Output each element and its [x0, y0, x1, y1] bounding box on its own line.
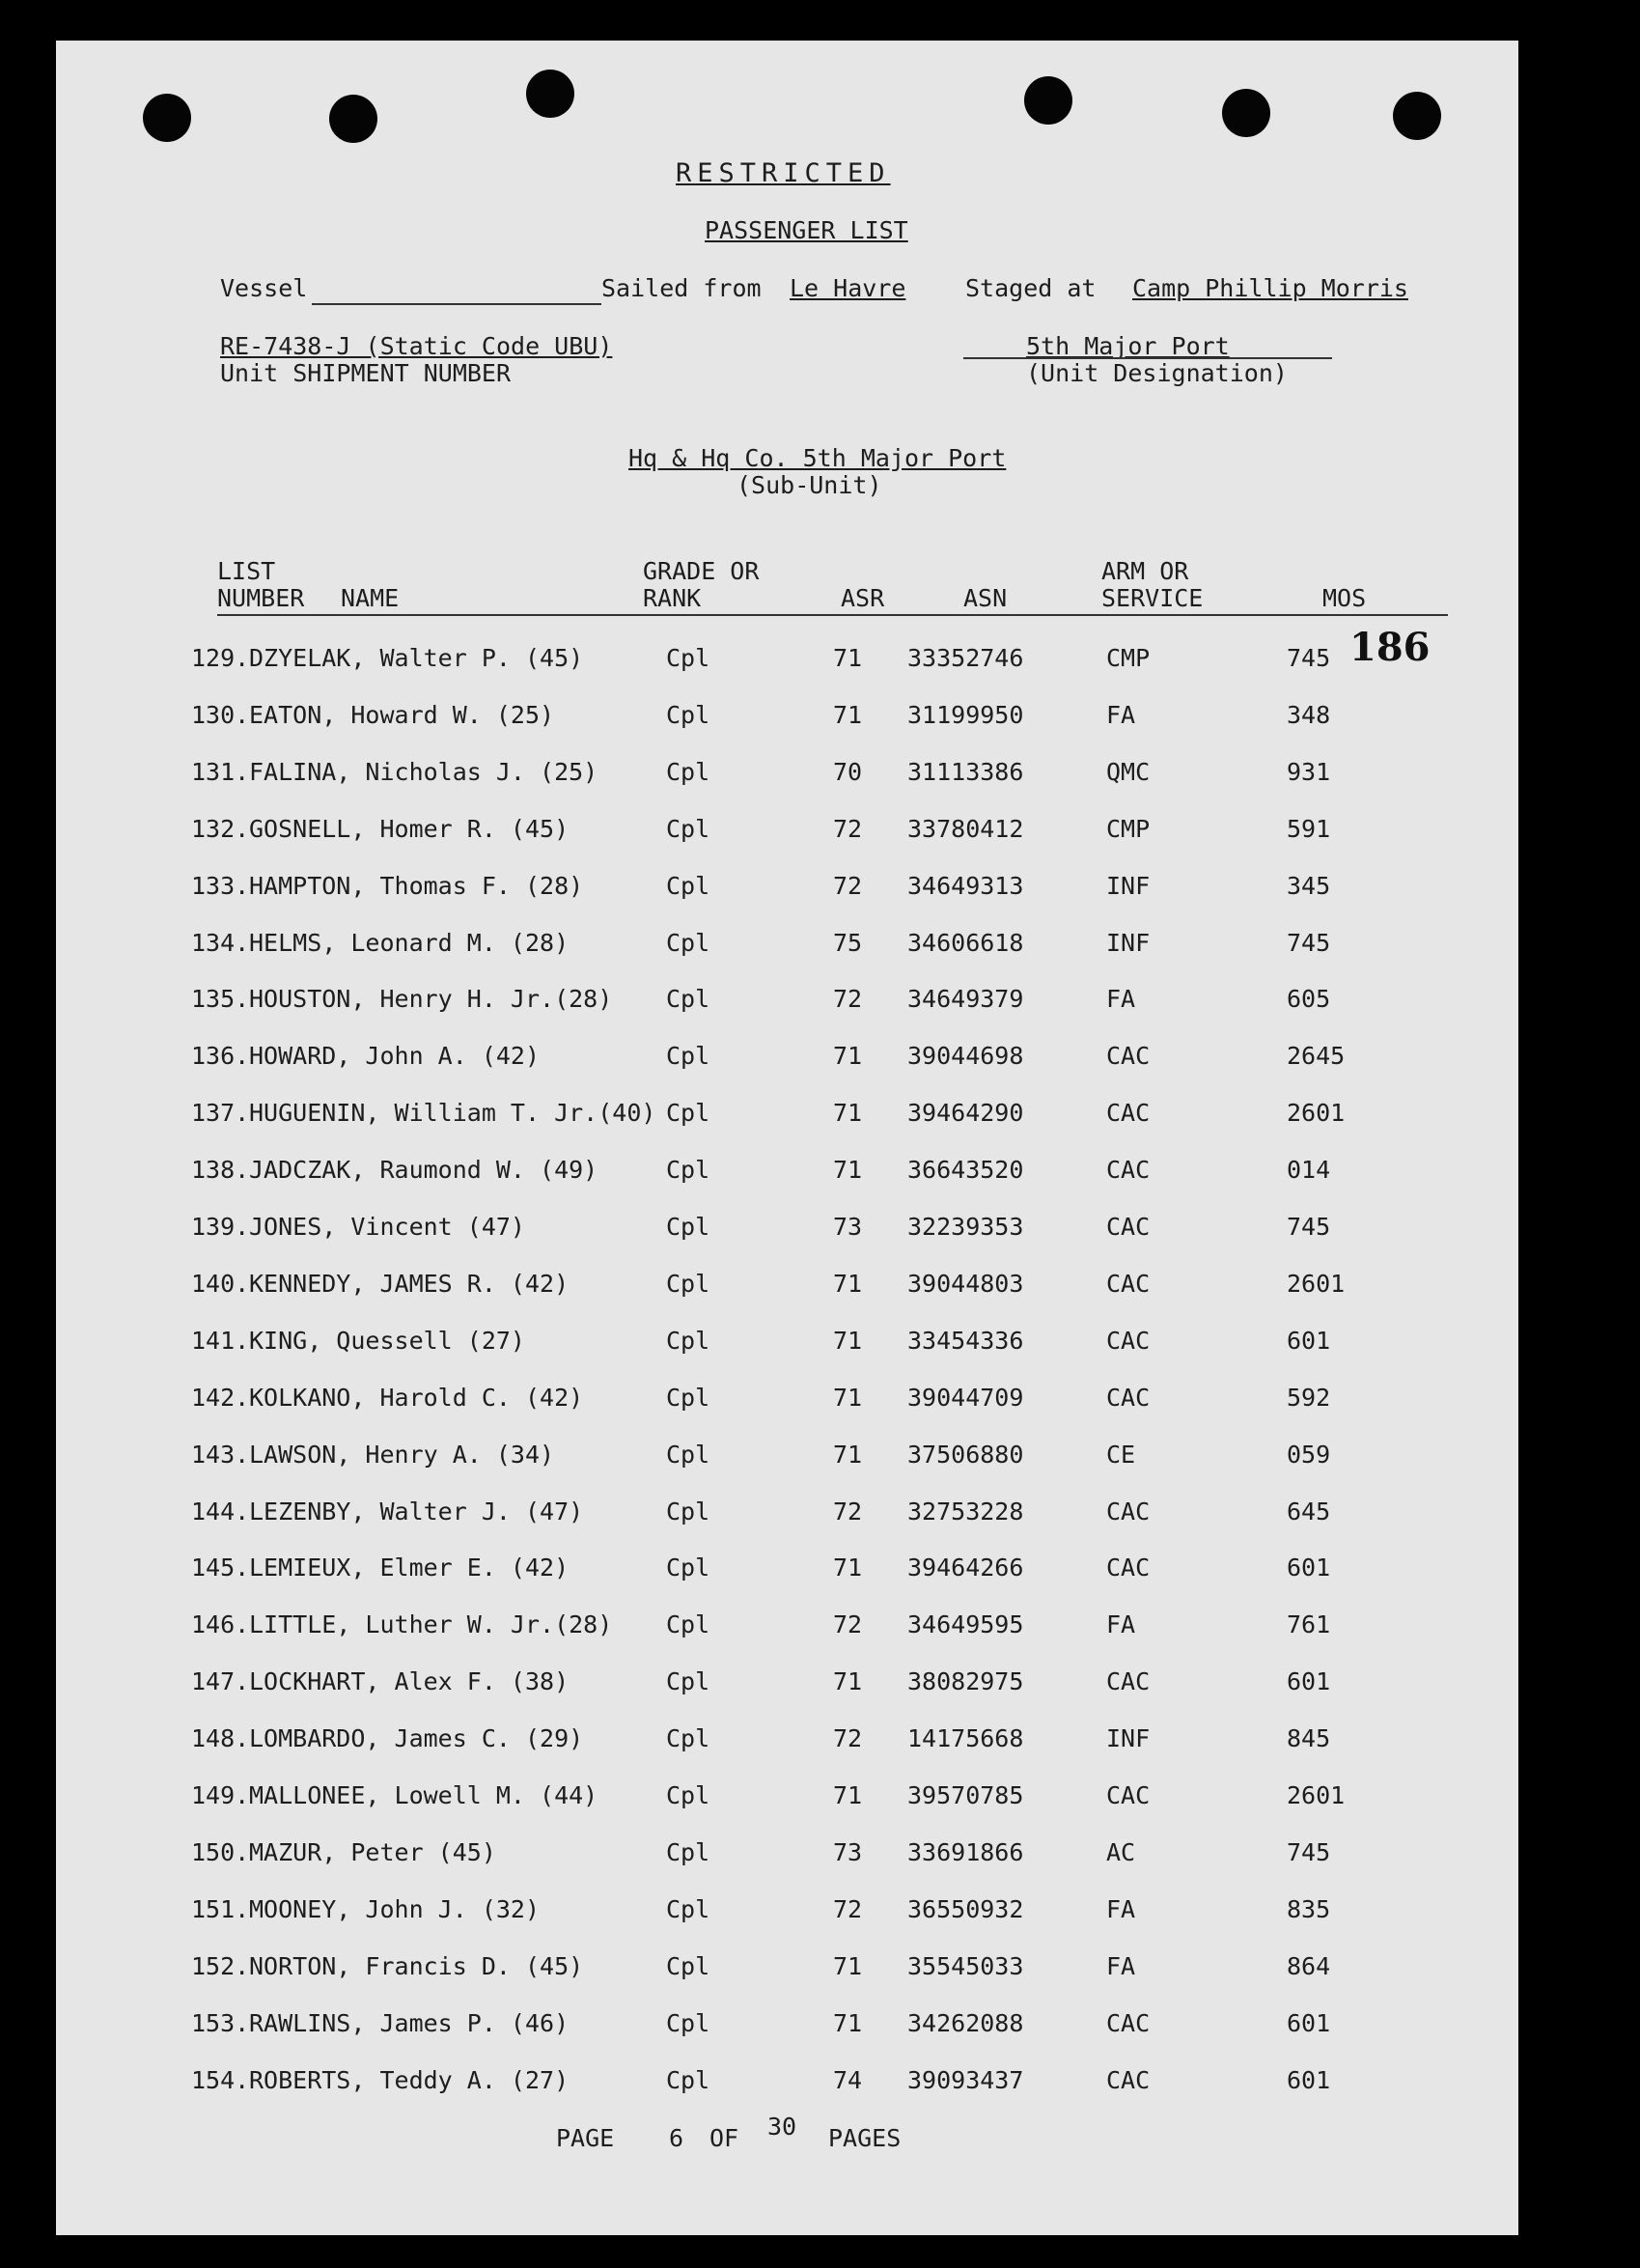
passenger-name: KING, Quessell (27): [249, 1326, 525, 1355]
asr: 72: [833, 985, 863, 1014]
punch-hole: [1393, 92, 1441, 140]
grade: Cpl: [666, 1156, 710, 1185]
asr: 71: [833, 700, 863, 729]
row-number: 145.: [191, 1554, 250, 1582]
asn: 39464290: [907, 1099, 1024, 1128]
unit-designation-label: (Unit Designation): [1026, 359, 1288, 387]
mos: 845: [1287, 1724, 1331, 1753]
asr: 71: [833, 1156, 863, 1185]
shipment-number-value: RE-7438-J (Static Code UBU): [220, 332, 613, 360]
table-row: [56, 872, 1518, 910]
vessel-label: Vessel: [220, 274, 308, 302]
mos: 601: [1287, 2065, 1331, 2094]
grade: Cpl: [666, 928, 710, 957]
arm-service: CAC: [1106, 1554, 1151, 1582]
table-row: [56, 701, 1518, 740]
asn: 39044698: [907, 1042, 1024, 1071]
arm-service: FA: [1106, 1894, 1136, 1923]
table-row: [56, 1610, 1518, 1649]
passenger-name: LEMIEUX, Elmer E. (42): [249, 1554, 570, 1582]
passenger-name: KOLKANO, Harold C. (42): [249, 1383, 584, 1412]
passenger-name: HUGUENIN, William T. Jr.(40): [249, 1099, 656, 1128]
passenger-name: MALLONEE, Lowell M. (44): [249, 1781, 598, 1809]
arm-service: CAC: [1106, 1383, 1151, 1412]
grade: Cpl: [666, 1667, 710, 1696]
asn: 36550932: [907, 1894, 1024, 1923]
staged-value: Camp Phillip Morris: [1132, 274, 1408, 302]
row-number: 152.: [191, 1951, 250, 1980]
asr: 71: [833, 1042, 863, 1071]
table-row: [56, 1213, 1518, 1251]
asr: 72: [833, 814, 863, 843]
passenger-name: HOUSTON, Henry H. Jr.(28): [249, 985, 613, 1014]
column-header-number: NUMBER: [217, 584, 305, 612]
passenger-name: FALINA, Nicholas J. (25): [249, 757, 598, 786]
grade: Cpl: [666, 1042, 710, 1071]
punch-hole: [526, 70, 574, 118]
asn: 33691866: [907, 1837, 1024, 1866]
mos: 014: [1287, 1156, 1331, 1185]
punch-hole: [329, 95, 377, 143]
arm-service: INF: [1106, 928, 1151, 957]
asn: 33780412: [907, 814, 1024, 843]
row-number: 149.: [191, 1781, 250, 1809]
asn: 34262088: [907, 2008, 1024, 2037]
asr: 72: [833, 1894, 863, 1923]
grade: Cpl: [666, 1951, 710, 1980]
row-number: 135.: [191, 985, 250, 1014]
column-header-list: LIST: [217, 557, 276, 585]
mos: 059: [1287, 1440, 1331, 1469]
mos: 591: [1287, 814, 1331, 843]
arm-service: FA: [1106, 700, 1136, 729]
grade: Cpl: [666, 1610, 710, 1639]
passenger-name: KENNEDY, JAMES R. (42): [249, 1269, 570, 1298]
grade: Cpl: [666, 1497, 710, 1526]
asn: 31113386: [907, 757, 1024, 786]
punch-hole: [143, 94, 191, 142]
table-row: [56, 644, 1518, 683]
arm-service: FA: [1106, 985, 1136, 1014]
asn: 34649379: [907, 985, 1024, 1014]
asr: 72: [833, 1497, 863, 1526]
arm-service: CAC: [1106, 1099, 1151, 1128]
row-number: 131.: [191, 757, 250, 786]
grade: Cpl: [666, 1213, 710, 1241]
mos: 745: [1287, 928, 1331, 957]
sub-unit-label: (Sub-Unit): [737, 471, 882, 499]
asn: 39093437: [907, 2065, 1024, 2094]
sub-unit-value: Hq & Hq Co. 5th Major Port: [628, 444, 1007, 472]
grade: Cpl: [666, 700, 710, 729]
arm-service: CAC: [1106, 1781, 1151, 1809]
row-number: 129.: [191, 644, 250, 672]
row-number: 132.: [191, 814, 250, 843]
asn: 34606618: [907, 928, 1024, 957]
asn: 32239353: [907, 1213, 1024, 1241]
table-row: [56, 1554, 1518, 1592]
row-number: 154.: [191, 2065, 250, 2094]
grade: Cpl: [666, 1269, 710, 1298]
staged-label: Staged at: [965, 274, 1097, 302]
grade: Cpl: [666, 1894, 710, 1923]
asn: 36643520: [907, 1156, 1024, 1185]
row-number: 143.: [191, 1440, 250, 1469]
arm-service: AC: [1106, 1837, 1136, 1866]
passenger-name: HELMS, Leonard M. (28): [249, 928, 570, 957]
arm-service: CE: [1106, 1440, 1136, 1469]
table-row: [56, 758, 1518, 797]
grade: Cpl: [666, 1837, 710, 1866]
asr: 71: [833, 1951, 863, 1980]
asr: 73: [833, 1213, 863, 1241]
arm-service: INF: [1106, 1724, 1151, 1753]
row-number: 137.: [191, 1099, 250, 1128]
footer-of-label: OF: [709, 2124, 739, 2152]
table-row: [56, 1156, 1518, 1194]
classification-heading: RESTRICTED: [676, 158, 891, 188]
grade: Cpl: [666, 1554, 710, 1582]
column-header-service: SERVICE: [1101, 584, 1204, 612]
passenger-name: LEZENBY, Walter J. (47): [249, 1497, 584, 1526]
footer-total-pages: 30: [767, 2113, 797, 2141]
grade: Cpl: [666, 644, 710, 672]
mos: 592: [1287, 1383, 1331, 1412]
asr: 75: [833, 928, 863, 957]
row-number: 151.: [191, 1894, 250, 1923]
table-row: [56, 1498, 1518, 1536]
arm-service: INF: [1106, 871, 1151, 900]
row-number: 141.: [191, 1326, 250, 1355]
grade: Cpl: [666, 1383, 710, 1412]
asn: 34649313: [907, 871, 1024, 900]
passenger-name: HOWARD, John A. (42): [249, 1042, 541, 1071]
arm-service: CAC: [1106, 1497, 1151, 1526]
asr: 71: [833, 1383, 863, 1412]
asn: 39570785: [907, 1781, 1024, 1809]
passenger-name: JADCZAK, Raumond W. (49): [249, 1156, 598, 1185]
row-number: 144.: [191, 1497, 250, 1526]
asr: 73: [833, 1837, 863, 1866]
grade: Cpl: [666, 1724, 710, 1753]
passenger-name: GOSNELL, Homer R. (45): [249, 814, 570, 843]
asr: 71: [833, 1269, 863, 1298]
asn: 35545033: [907, 1951, 1024, 1980]
sailed-label: Sailed from: [601, 274, 762, 302]
table-row: [56, 1327, 1518, 1365]
grade: Cpl: [666, 1326, 710, 1355]
passenger-name: LOMBARDO, James C. (29): [249, 1724, 584, 1753]
row-number: 133.: [191, 871, 250, 900]
document-sheet: [56, 41, 1518, 2235]
arm-service: CAC: [1106, 1156, 1151, 1185]
column-header-asn: ASN: [963, 584, 1008, 612]
grade: Cpl: [666, 2008, 710, 2037]
asn: 34649595: [907, 1610, 1024, 1639]
asn: 14175668: [907, 1724, 1024, 1753]
passenger-name: ROBERTS, Teddy A. (27): [249, 2065, 570, 2094]
table-row: [56, 1781, 1518, 1820]
asr: 71: [833, 1554, 863, 1582]
arm-service: CAC: [1106, 1269, 1151, 1298]
passenger-name: JONES, Vincent (47): [249, 1213, 525, 1241]
row-number: 147.: [191, 1667, 250, 1696]
passenger-name: MOONEY, John J. (32): [249, 1894, 541, 1923]
table-row: [56, 1099, 1518, 1137]
vessel-underline: [312, 303, 601, 305]
arm-service: CMP: [1106, 644, 1151, 672]
row-number: 134.: [191, 928, 250, 957]
arm-service: CAC: [1106, 2008, 1151, 2037]
mos: 348: [1287, 700, 1331, 729]
column-header-rank: RANK: [643, 584, 702, 612]
row-number: 153.: [191, 2008, 250, 2037]
mos: 601: [1287, 2008, 1331, 2037]
arm-service: CAC: [1106, 1326, 1151, 1355]
grade: Cpl: [666, 2065, 710, 2094]
grade: Cpl: [666, 814, 710, 843]
sailed-value: Le Havre: [790, 274, 906, 302]
table-row: [56, 2009, 1518, 2048]
mos: 2645: [1287, 1042, 1346, 1071]
passenger-name: EATON, Howard W. (25): [249, 700, 555, 729]
passenger-name: RAWLINS, James P. (46): [249, 2008, 570, 2037]
asr: 72: [833, 1610, 863, 1639]
document-title: PASSENGER LIST: [705, 216, 908, 244]
column-header-name: NAME: [341, 584, 400, 612]
asr: 71: [833, 1326, 863, 1355]
grade: Cpl: [666, 871, 710, 900]
passenger-name: HAMPTON, Thomas F. (28): [249, 871, 584, 900]
row-number: 146.: [191, 1610, 250, 1639]
column-header-rule: [217, 614, 1448, 616]
asn: 39464266: [907, 1554, 1024, 1582]
page-stamp: 186: [1349, 625, 1431, 670]
table-row: [56, 1895, 1518, 1934]
footer-page-label: PAGE: [556, 2124, 615, 2152]
asr: 71: [833, 1099, 863, 1128]
table-row: [56, 1838, 1518, 1877]
passenger-name: LAWSON, Henry A. (34): [249, 1440, 555, 1469]
table-row: [56, 1384, 1518, 1422]
asn: 32753228: [907, 1497, 1024, 1526]
mos: 761: [1287, 1610, 1331, 1639]
arm-service: CMP: [1106, 814, 1151, 843]
row-number: 150.: [191, 1837, 250, 1866]
row-number: 140.: [191, 1269, 250, 1298]
asr: 72: [833, 1724, 863, 1753]
row-number: 148.: [191, 1724, 250, 1753]
mos: 931: [1287, 757, 1331, 786]
mos: 745: [1287, 1837, 1331, 1866]
row-number: 142.: [191, 1383, 250, 1412]
asr: 70: [833, 757, 863, 786]
punch-hole: [1222, 89, 1270, 137]
mos: 601: [1287, 1326, 1331, 1355]
mos: 645: [1287, 1497, 1331, 1526]
arm-service: QMC: [1106, 757, 1151, 786]
column-header-grade: GRADE OR: [643, 557, 760, 585]
asr: 71: [833, 1440, 863, 1469]
arm-service: CAC: [1106, 1042, 1151, 1071]
mos: 835: [1287, 1894, 1331, 1923]
asn: 39044803: [907, 1269, 1024, 1298]
mos: 2601: [1287, 1269, 1346, 1298]
table-row: [56, 2066, 1518, 2105]
passenger-name: DZYELAK, Walter P. (45): [249, 644, 584, 672]
row-number: 139.: [191, 1213, 250, 1241]
asn: 33454336: [907, 1326, 1024, 1355]
asr: 74: [833, 2065, 863, 2094]
mos: 601: [1287, 1667, 1331, 1696]
table-row: [56, 815, 1518, 854]
mos: 745: [1287, 1213, 1331, 1241]
row-number: 136.: [191, 1042, 250, 1071]
mos: 345: [1287, 871, 1331, 900]
punch-hole: [1024, 76, 1072, 125]
mos: 601: [1287, 1554, 1331, 1582]
asn: 39044709: [907, 1383, 1024, 1412]
asr: 72: [833, 871, 863, 900]
passenger-name: LOCKHART, Alex F. (38): [249, 1667, 570, 1696]
column-header-mos: MOS: [1322, 584, 1367, 612]
column-header-arm: ARM OR: [1101, 557, 1189, 585]
passenger-name: NORTON, Francis D. (45): [249, 1951, 584, 1980]
table-row: [56, 1952, 1518, 1991]
mos: 2601: [1287, 1781, 1346, 1809]
arm-service: FA: [1106, 1610, 1136, 1639]
grade: Cpl: [666, 1099, 710, 1128]
arm-service: FA: [1106, 1951, 1136, 1980]
passenger-name: LITTLE, Luther W. Jr.(28): [249, 1610, 613, 1639]
mos: 745: [1287, 644, 1331, 672]
grade: Cpl: [666, 985, 710, 1014]
asr: 71: [833, 2008, 863, 2037]
mos: 2601: [1287, 1099, 1346, 1128]
footer-pages-label: PAGES: [828, 2124, 902, 2152]
table-row: [56, 1042, 1518, 1080]
asr: 71: [833, 1781, 863, 1809]
table-row: [56, 1441, 1518, 1479]
mos: 605: [1287, 985, 1331, 1014]
asn: 38082975: [907, 1667, 1024, 1696]
passenger-name: MAZUR, Peter (45): [249, 1837, 496, 1866]
asr: 71: [833, 644, 863, 672]
table-row: [56, 1724, 1518, 1763]
grade: Cpl: [666, 1440, 710, 1469]
column-header-asr: ASR: [841, 584, 885, 612]
mos: 864: [1287, 1951, 1331, 1980]
unit-designation-value: 5th Major Port: [1026, 332, 1230, 360]
row-number: 138.: [191, 1156, 250, 1185]
arm-service: CAC: [1106, 2065, 1151, 2094]
table-row: [56, 985, 1518, 1023]
grade: Cpl: [666, 757, 710, 786]
row-number: 130.: [191, 700, 250, 729]
shipment-number-label: Unit SHIPMENT NUMBER: [220, 359, 512, 387]
table-row: [56, 1270, 1518, 1308]
asn: 31199950: [907, 700, 1024, 729]
arm-service: CAC: [1106, 1667, 1151, 1696]
arm-service: CAC: [1106, 1213, 1151, 1241]
asn: 37506880: [907, 1440, 1024, 1469]
asn: 33352746: [907, 644, 1024, 672]
asr: 71: [833, 1667, 863, 1696]
table-row: [56, 929, 1518, 967]
table-row: [56, 1667, 1518, 1706]
footer-page-number: 6: [669, 2124, 684, 2152]
grade: Cpl: [666, 1781, 710, 1809]
